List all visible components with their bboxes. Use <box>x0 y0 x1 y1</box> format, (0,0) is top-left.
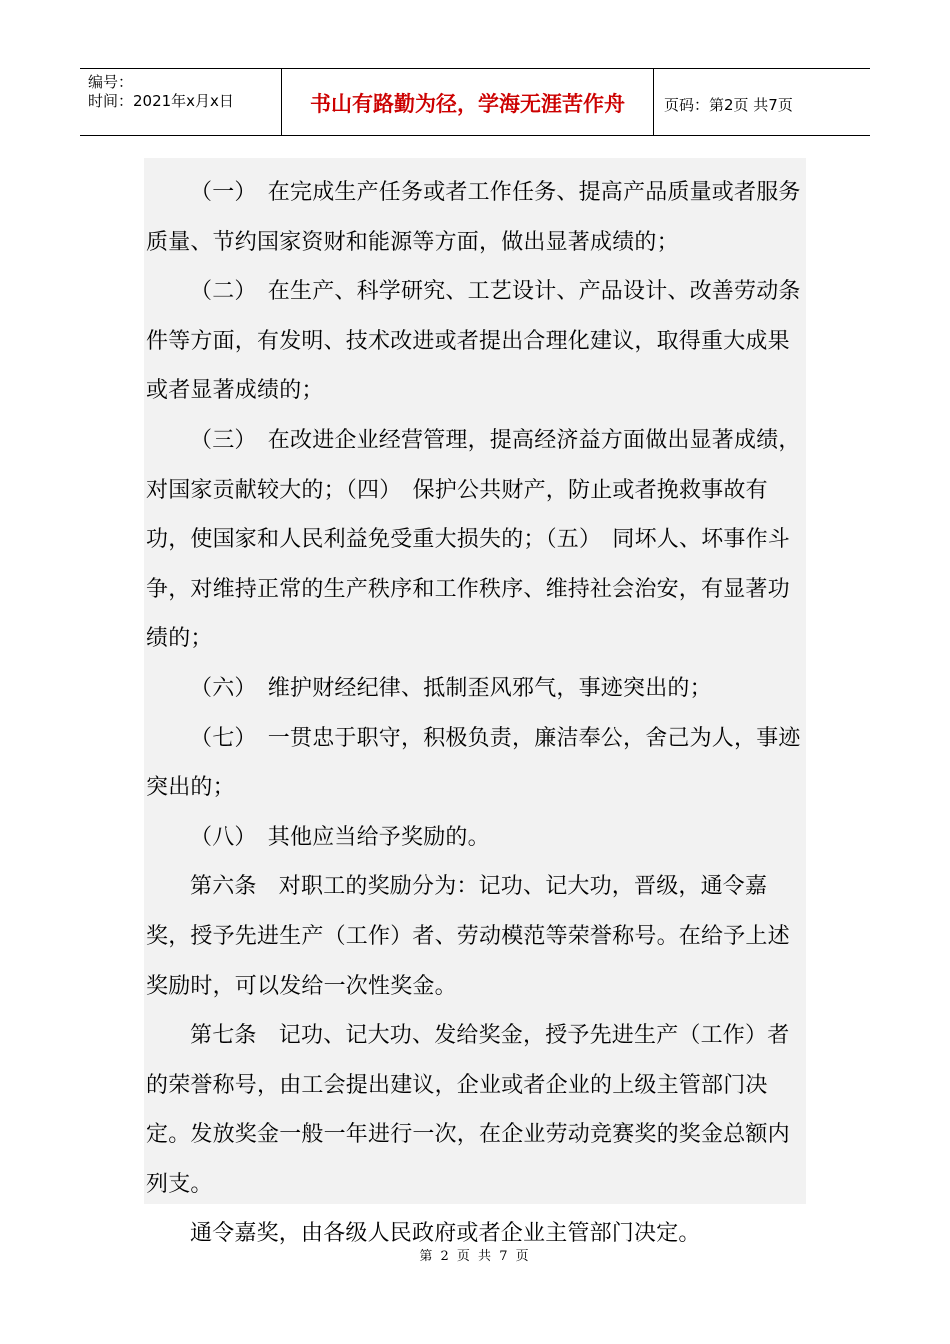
document-time-label: 时间：2021年x月x日 <box>88 92 234 110</box>
paragraph-2: （二） 在生产、科学研究、工艺设计、产品设计、改善劳动条件等方面，有发明、技术改进或者提出合理化建议，取得重大成果或者显著成绩的； <box>146 279 801 404</box>
paragraph-5: （七） 一贯忠于职守，积极负责，廉洁奉公，舍己为人，事迹突出的； <box>146 725 801 801</box>
paragraph-4: （六） 维护财经纪律、抵制歪风邪气，事迹突出的； <box>190 675 712 701</box>
paragraph-3: （三） 在改进企业经营管理，提高经济益方面做出显著成绩，对国家贡献较大的；（四） 保护公共财产，防止或者挽救事故有功，使国家和人民利益免受重大损失的；（五） 同坏人、坏事作斗争，对维持正常的生产秩序和工作秩序、维持社会治安，有显著功绩的； <box>146 427 801 652</box>
page-footer: 第 2 页 共 7 页 <box>419 1249 531 1264</box>
page-header <box>80 68 870 136</box>
document-code-label: 编号： <box>88 73 134 91</box>
paragraph-7: 第六条 对职工的奖励分为：记功、记大功，晋级，通令嘉奖，授予先进生产（工作）者、劳动模范等荣誉称号。在给予上述奖励时，可以发给一次性奖金。 <box>146 874 790 999</box>
paragraph-8: 第七条 记功、记大功、发给奖金，授予先进生产（工作）者的荣誉称号，由工会提出建议，企业或者企业的上级主管部门决定。发放奖金一般一年进行一次，在企业劳动竞赛奖的奖金总额内列支。 <box>146 1023 790 1197</box>
header-meta <box>80 69 282 135</box>
header-page-label: 页码：第2页 共7页 <box>664 95 793 114</box>
header-motto: 书山有路勤为径，学海无涯苦作舟 <box>282 69 654 135</box>
paragraph-9: 通令嘉奖，由各级人民政府或者企业主管部门决定。 <box>190 1221 701 1247</box>
paragraph-6: （八） 其他应当给予奖励的。 <box>190 824 490 850</box>
paragraph-1: （一） 在完成生产任务或者工作任务、提高产品质量或者服务质量、节约国家资财和能源等方面，做出显著成绩的； <box>146 180 801 255</box>
document-body <box>144 158 806 1247</box>
